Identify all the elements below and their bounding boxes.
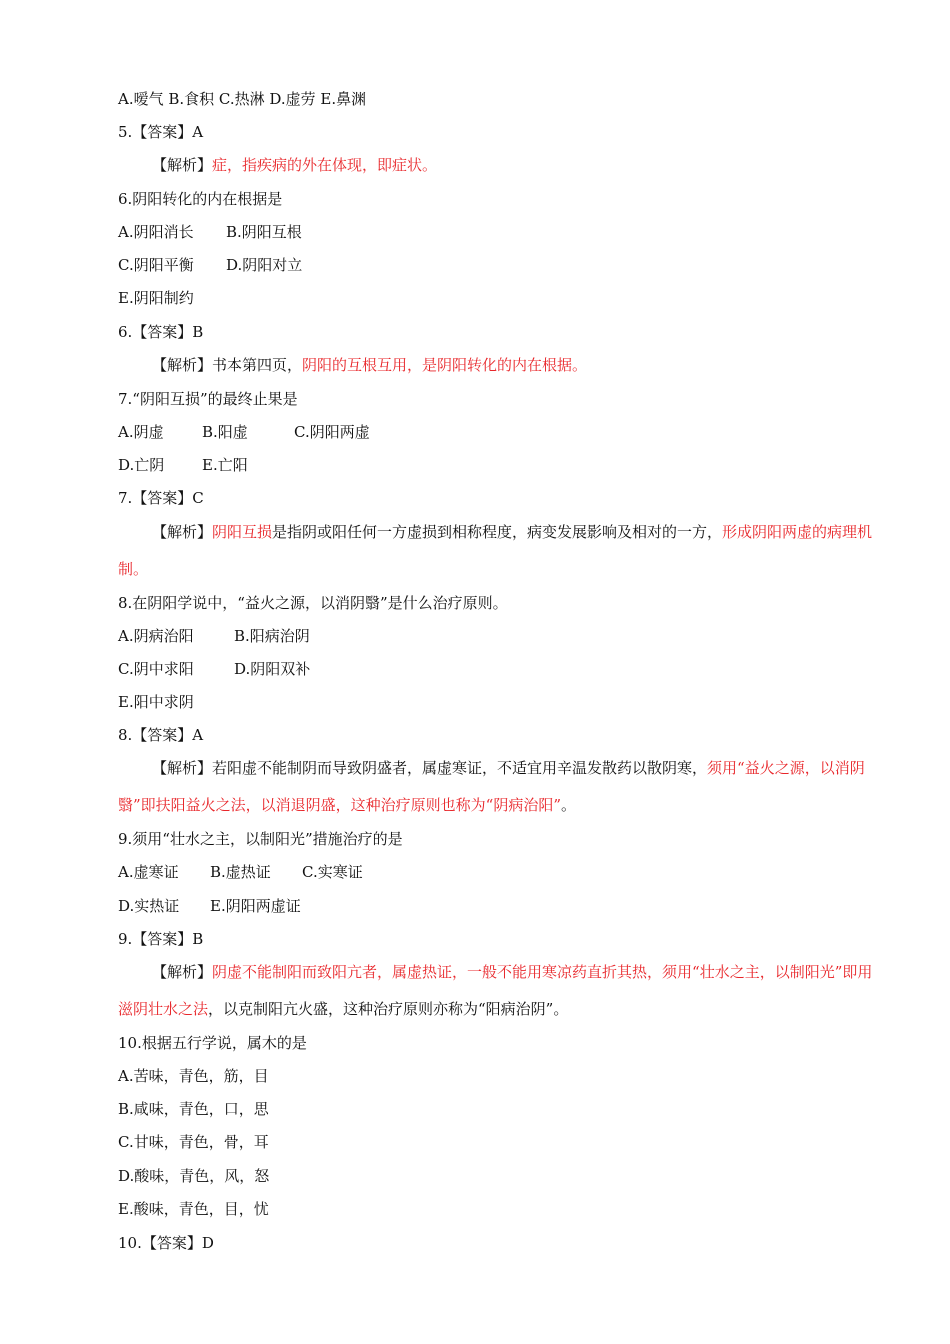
explanation-label: 【解析】 — [152, 156, 213, 174]
option-d: D.阴阳双补 — [234, 660, 311, 678]
q9-options-abc — [118, 862, 888, 882]
q8-stem: 8.在阴阳学说中，“益火之源，以消阴翳”是什么治疗原则。 — [118, 594, 508, 612]
q7-answer: 7.【答案】C — [118, 489, 204, 507]
explanation-label: 【解析】 — [152, 523, 213, 541]
q10-option-a: A.苦味，青色，筋，目 — [118, 1067, 269, 1085]
explanation-label: 【解析】 — [152, 759, 213, 777]
q6-stem: 6.阴阳转化的内在根据是 — [118, 190, 283, 208]
q7-stem: 7.“阴阳互损”的最终止果是 — [118, 390, 298, 408]
explanation-text: 。 — [561, 796, 577, 814]
q10-option-e: E.酸味，青色，目，忧 — [118, 1200, 269, 1218]
q8-option-e: E.阳中求阴 — [118, 693, 194, 711]
q4-options — [118, 89, 888, 109]
q10-option-b: B.咸味，青色，口，思 — [118, 1100, 269, 1118]
explanation-label: 【解析】 — [152, 356, 213, 374]
explanation-text: 是指阴或阳任何一方虚损到相称程度，病变发展影响及相对的一方， — [272, 523, 723, 541]
q7-options-abc — [118, 422, 888, 442]
explanation-text: 书本第四页， — [212, 356, 303, 374]
option-c: C.阴阳平衡 — [118, 256, 194, 274]
q7-explanation — [118, 514, 880, 588]
option-a: A.阴病治阳 — [118, 627, 194, 645]
q10-answer: 10.【答案】D — [118, 1234, 214, 1252]
q6-options-ab — [118, 222, 888, 242]
explanation-text: 若阳虚不能制阴而导致阴盛者，属虚寒证，不适宜用辛温发散药以散阴寒， — [212, 759, 708, 777]
q5-explanation — [118, 147, 880, 184]
explanation-highlight: 形成阴阳两虚的病理机制。 — [118, 523, 873, 578]
q9-answer: 9.【答案】B — [118, 930, 204, 948]
option-b: B.阴阳互根 — [226, 223, 302, 241]
option-b: B.虚热证 — [210, 863, 271, 881]
q7-options-de — [118, 455, 888, 475]
option-b: B.阳病治阴 — [234, 627, 310, 645]
q8-answer: 8.【答案】A — [118, 726, 204, 744]
option-c: C.阴阳两虚 — [294, 423, 370, 441]
q6-options-cd — [118, 255, 888, 275]
explanation-highlight: 须用“益火之源，以消阴翳”即扶阳益火之法，以消退阴盛，这种治疗原则也称为“阴病治阳” — [118, 759, 865, 814]
option-d: D.实热证 — [118, 897, 180, 915]
option-c: C.实寒证 — [302, 863, 363, 881]
explanation-highlight: 阴阳的互根互用，是阴阳转化的内在根据。 — [302, 356, 588, 374]
q10-option-c: C.甘味，青色，骨，耳 — [118, 1133, 269, 1151]
explanation-highlight: 症，指疾病的外在体现，即症状。 — [212, 156, 438, 174]
q9-stem: 9.须用“壮水之主，以制阳光”措施治疗的是 — [118, 830, 403, 848]
q4-options-text: A.嗳气 B.食积 C.热淋 D.虚劳 E.鼻渊 — [118, 90, 367, 108]
q5-answer: 5.【答案】A — [118, 123, 204, 141]
q6-explanation — [118, 347, 880, 384]
explanation-highlight: 阴虚不能制阳而致阳亢者，属虚热证，一般不能用寒凉药直折其热，须用“壮水之主，以制阳光”即用滋阴壮水之法 — [118, 963, 873, 1018]
option-c: C.阴中求阳 — [118, 660, 194, 678]
option-a: A.阴虚 — [118, 423, 164, 441]
q9-explanation — [118, 954, 880, 1028]
q6-answer: 6.【答案】B — [118, 323, 204, 341]
option-a: A.虚寒证 — [118, 863, 179, 881]
q8-explanation — [118, 750, 880, 824]
q6-option-e: E.阴阳制约 — [118, 289, 194, 307]
q8-options-cd — [118, 659, 888, 679]
option-e: E.阴阳两虚证 — [210, 897, 301, 915]
explanation-highlight: 阴阳互损 — [212, 523, 273, 541]
q10-option-d: D.酸味，青色，风，怒 — [118, 1167, 270, 1185]
q8-options-ab — [118, 626, 888, 646]
option-d: D.阴阳对立 — [226, 256, 303, 274]
q10-stem: 10.根据五行学说，属木的是 — [118, 1034, 307, 1052]
option-b: B.阳虚 — [202, 423, 248, 441]
explanation-text: ，以克制阳亢火盛，这种治疗原则亦称为“阳病治阴”。 — [208, 1000, 569, 1018]
option-d: D.亡阴 — [118, 456, 165, 474]
option-a: A.阴阳消长 — [118, 223, 194, 241]
option-e: E.亡阳 — [202, 456, 248, 474]
explanation-label: 【解析】 — [152, 963, 213, 981]
q9-options-de — [118, 896, 888, 916]
